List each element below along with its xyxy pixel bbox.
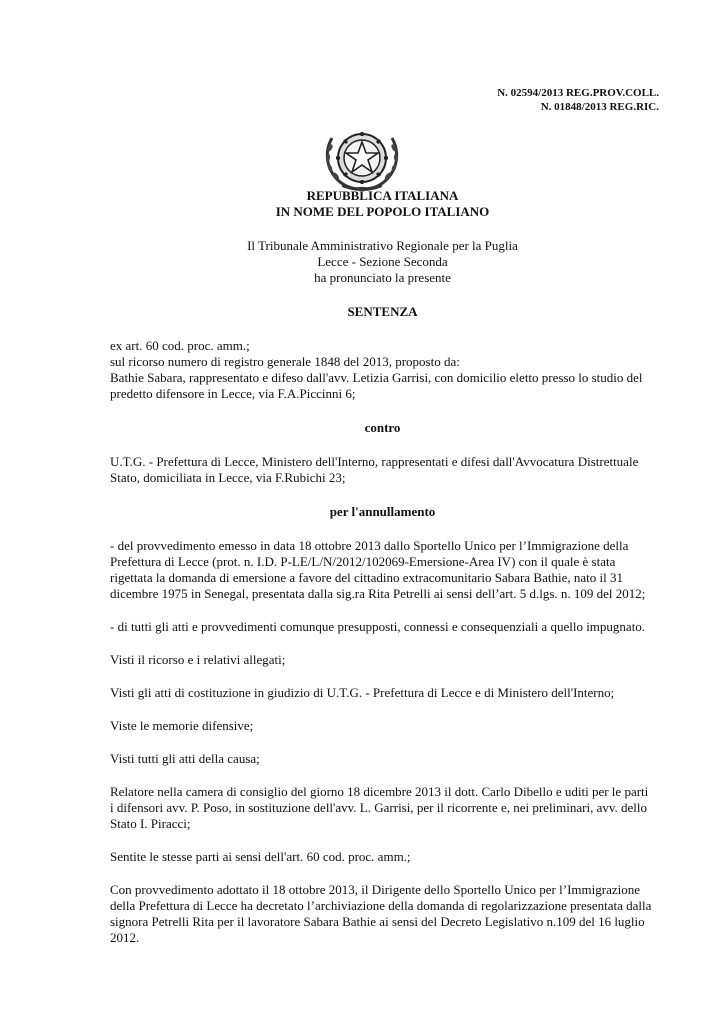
contro-text: U.T.G. - Prefettura di Lecce, Ministero dell'Interno, rappresentati e difesi dall'Avvocatura Distrettuale Stato, domiciliata in Lecce, via F.Rubichi 23; <box>110 454 639 485</box>
court-name: Il Tribunale Amministrativo Regionale per la Puglia <box>247 238 518 253</box>
paragraph: Sentite le stesse parti ai sensi dell'art. 60 cod. proc. amm.; <box>110 849 411 864</box>
republic-heading-line2: IN NOME DEL POPOLO ITALIANO <box>275 204 490 219</box>
intro-line-article: ex art. 60 cod. proc. amm.; <box>110 338 250 353</box>
paragraph: Relatore nella camera di consiglio del giorno 18 dicembre 2013 il dott. Carlo Dibello e uditi per le parti i difensori avv. P. Poso, in sostituzione dell'avv. L. Garrisi, per il ricorrente e, nei preliminari, avv. dello Stato I. Piracci; <box>110 784 649 831</box>
paragraph: - del provvedimento emesso in data 18 ottobre 2013 dallo Sportello Unico per l’Immigrazione della Prefettura di Lecce (prot. n. I.D. P-LE/L/N/2012/102069-Emersione-Area IV) con il quale è stata rigettata la domanda di emersione a favore del cittadino extracomunitario Sabara Bathie, nato il 31 dicembre 1975 in Senegal, presentata dalla sig.ra Rita Petrelli ai sensi dell’art. 5 d.lgs. n. 109 del 2012; <box>110 538 646 601</box>
italian-republic-emblem-icon <box>318 118 406 196</box>
sentenza-title: SENTENZA <box>347 304 418 319</box>
intro-line-ricorso: sul ricorso numero di registro generale 1848 del 2013, proposto da: <box>110 354 460 369</box>
paragraph: Visti gli atti di costituzione in giudizio di U.T.G. - Prefettura di Lecce e di Ministero dell'Interno; <box>110 685 615 700</box>
court-pronounced: ha pronunciato la presente <box>314 270 451 285</box>
reg-prov-coll-number: N. 02594/2013 REG.PROV.COLL. <box>497 87 659 99</box>
republic-heading <box>110 188 655 220</box>
paragraph: - di tutti gli atti e provvedimenti comunque presupposti, connessi e consequenziali a quello impugnato. <box>110 619 646 634</box>
republic-heading-line1: REPUBBLICA ITALIANA <box>306 188 459 203</box>
intro-line-ricorrente: Bathie Sabara, rappresentato e difeso dall'avv. Letizia Garrisi, con domicilio eletto presso lo studio del predetto difensore in Lecce, via F.A.Piccinni 6; <box>110 370 643 401</box>
paragraph: Viste le memorie difensive; <box>110 718 254 733</box>
case-reference-numbers <box>497 86 659 114</box>
court-section: Lecce - Sezione Seconda <box>317 254 448 269</box>
reg-ric-number: N. 01848/2013 REG.RIC. <box>540 101 659 113</box>
paragraph: Visti il ricorso e i relativi allegati; <box>110 652 286 667</box>
intro-block <box>110 338 655 402</box>
paragraph: Visti tutti gli atti della causa; <box>110 751 260 766</box>
paragraph: Con provvedimento adottato il 18 ottobre 2013, il Dirigente dello Sportello Unico per l’Immigrazione della Prefettura di Lecce ha decretato l’archiviazione della domanda di regolarizzazione presentata dalla signora Petrelli Rita per il lavoratore Sabara Bathie ai sensi del Decreto Legislativo n.109 del 16 luglio 2012. <box>110 882 652 945</box>
annullamento-title: per l'annullamento <box>329 504 436 519</box>
court-heading <box>110 238 655 286</box>
sentence-body <box>110 188 655 946</box>
contro-title: contro <box>364 420 401 435</box>
